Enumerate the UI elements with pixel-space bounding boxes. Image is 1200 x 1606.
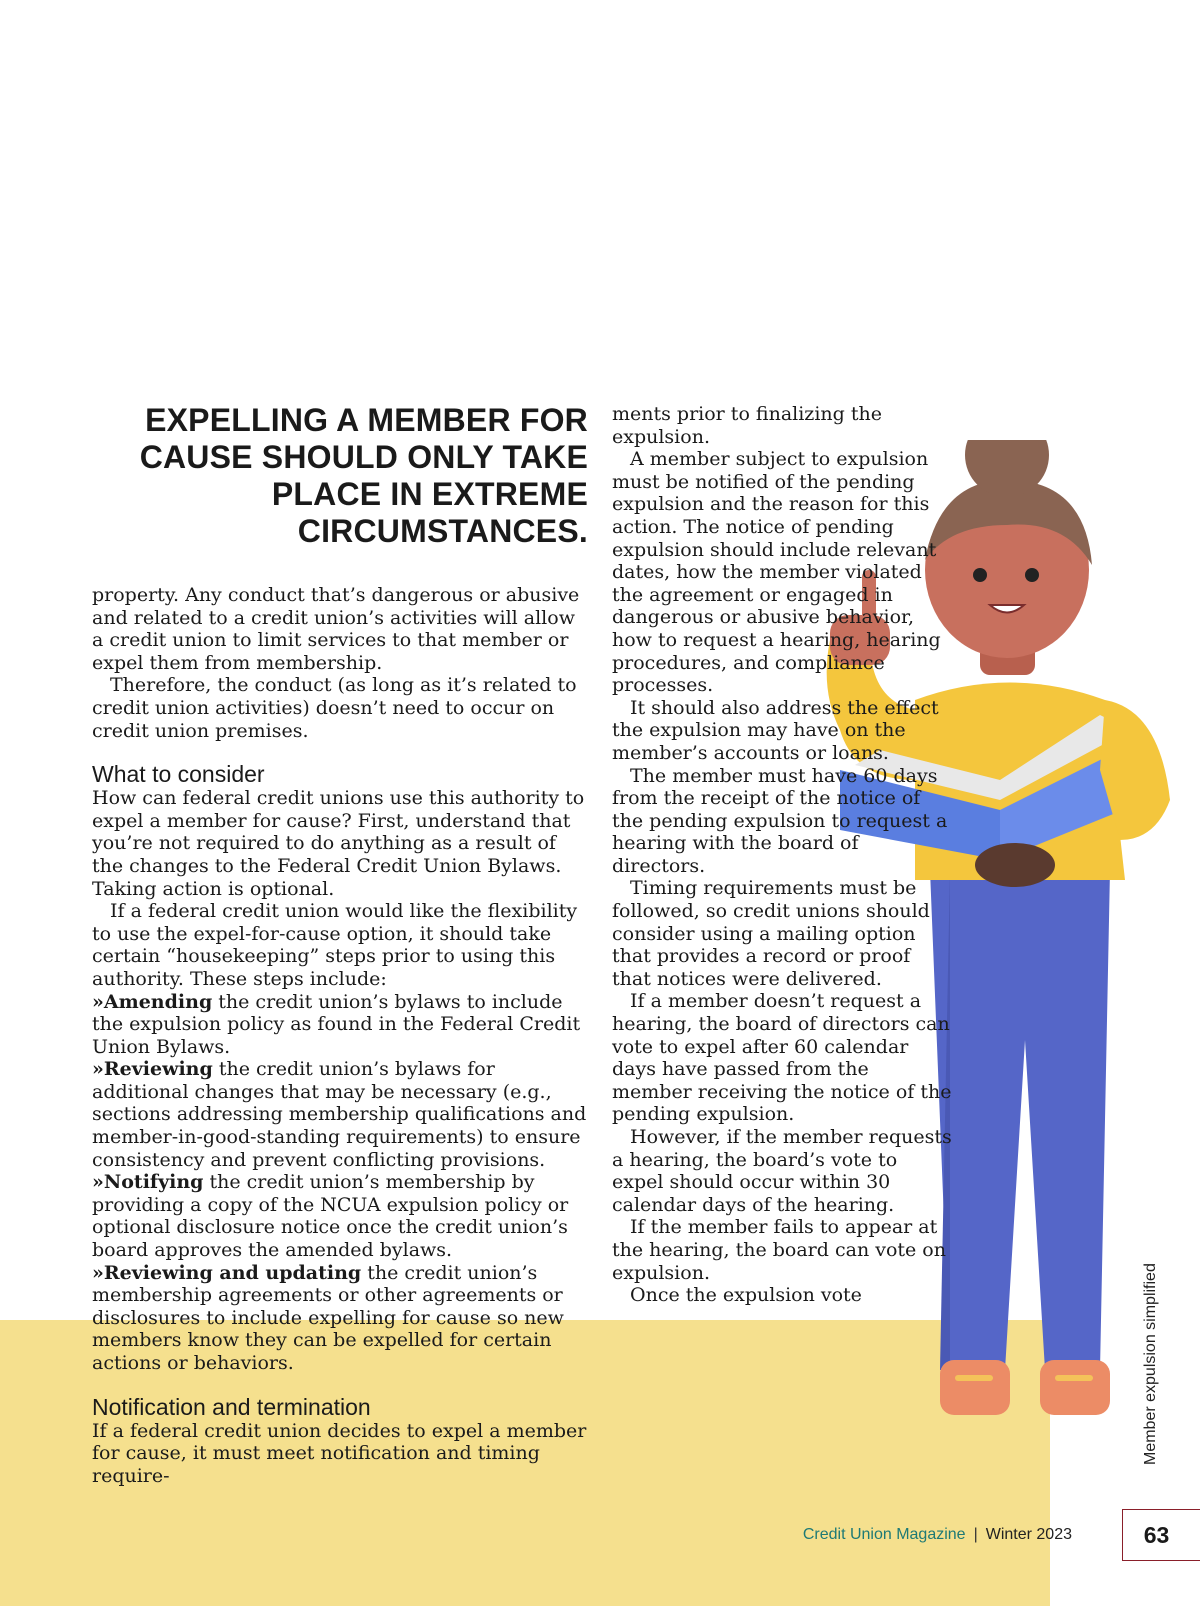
bullet-text: the credit union’s membership agreements or other agreements or disclosures to include expelling for cause so new members know they can be expelled for certain actions or behaviors. (92, 1261, 564, 1374)
section-sidebar-label: Member expulsion simplified (1142, 1263, 1159, 1465)
bullet-marker: » (92, 1261, 104, 1284)
paragraph: If a federal credit union decides to expel a member for cause, it must meet notification and timing require- (92, 1419, 587, 1487)
paragraph: A member subject to expulsion must be notified of the pending expulsion and the reason for this action. The notice of pending expulsion should include relevant dates, how the member violated the agreement or engaged in dangerous or abusive behavior, how to request a hearing, hearing procedures, and compliance processes. (612, 448, 941, 697)
bullet-marker: » (92, 1171, 104, 1194)
paragraph: Therefore, the conduct (as long as it’s related to credit union activities) doesn’t need to occur on credit union premises. (92, 674, 577, 742)
bullet-lead: Reviewing (103, 1058, 213, 1081)
bullet-item (92, 991, 588, 1059)
bullet-lead: Amending (103, 990, 213, 1013)
section-heading-notification: Notification and termination (92, 1393, 371, 1420)
footer (803, 1526, 1072, 1544)
bullet-text: the credit union’s bylaws for additional changes that may be necessary (e.g., sections addressing membership qualifications and member-in-good-standing requirements) to ensure consistency and prevent conflicting provisions. (92, 1058, 587, 1171)
paragraph: If the member fails to appear at the hearing, the board can vote on expulsion. (612, 1216, 946, 1284)
left-column (92, 584, 588, 1487)
pull-quote: EXPELLING A MEMBER FOR CAUSE SHOULD ONLY TAKE PLACE IN EXTREME CIRCUMSTANCES. (139, 402, 588, 549)
bullet-text: the credit union’s membership by providing a copy of the NCUA expulsion policy or optional disclosure notice once the credit union’s board approves the amended bylaws. (92, 1171, 569, 1262)
bullet-item (92, 1058, 588, 1171)
bullet-item (92, 1262, 588, 1375)
issue-date: Winter 2023 (985, 1526, 1072, 1543)
paragraph: Once the expulsion vote (630, 1284, 862, 1307)
footer-separator: | (973, 1526, 978, 1543)
section-heading-what-to-consider: What to consider (92, 761, 265, 788)
paragraph: However, if the member requests a hearing, the board’s vote to expel should occur within 30 calendar days of the hearing. (612, 1126, 952, 1216)
paragraph: The member must have 60 days from the receipt of the notice of the pending expulsion to request a hearing with the board of directors. (612, 764, 948, 877)
paragraph: If a member doesn’t request a hearing, the board of directors can vote to expel after 60 calendar days have passed from the member receiving the notice of the pending expulsion. (612, 990, 952, 1126)
bullet-item (92, 1171, 588, 1261)
bullet-lead: Reviewing and updating (103, 1261, 362, 1284)
magazine-name: Credit Union Magazine (802, 1526, 966, 1543)
page-number: 63 (1122, 1509, 1200, 1561)
paragraph: How can federal credit unions use this authority to expel a member for cause? First, understand that you’re not required to do anything as a result of the changes to the Federal Credit Union Bylaws. Taking action is optional. (92, 787, 585, 900)
bullet-text: the credit union’s bylaws to include the expulsion policy as found in the Federal Credit Union Bylaws. (92, 990, 581, 1058)
paragraph: ments prior to finalizing the expulsion. (612, 403, 882, 448)
bullet-marker: » (92, 990, 104, 1013)
paragraph: property. Any conduct that’s dangerous or abusive and related to a credit union’s activities will allow a credit union to limit services to that member or expel them from membership. (92, 584, 580, 674)
bullet-lead: Notifying (103, 1171, 204, 1194)
bullet-marker: » (92, 1058, 104, 1081)
right-column (612, 403, 952, 1307)
paragraph: If a federal credit union would like the flexibility to use the expel-for-cause option, it should take certain “housekeeping” steps prior to using this authority. These steps include: (92, 900, 578, 990)
paragraph: Timing requirements must be followed, so credit unions should consider using a mailing option that provides a record or proof that notices were delivered. (612, 877, 930, 990)
paragraph: It should also address the effect the expulsion may have on the member’s accounts or loans. (612, 696, 939, 764)
